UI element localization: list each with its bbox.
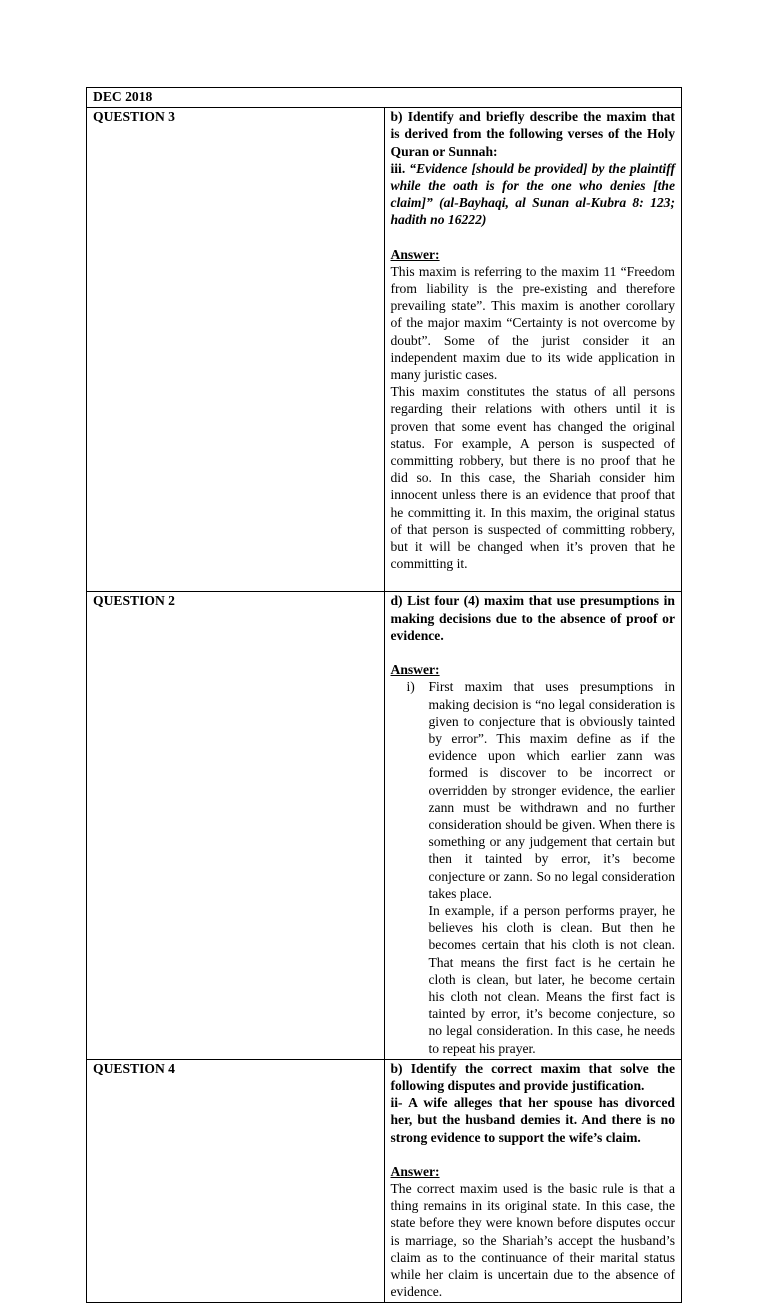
sub-question-prefix: iii. [390,160,406,176]
question-number: QUESTION 3 [87,108,385,592]
table-row [87,108,682,592]
list-item [406,678,676,1056]
list-marker: i) [406,679,415,695]
answer-label: Answer: [390,662,440,678]
answer-paragraph: The correct maxim used is the basic rule is that a thing remains in its original state. In this case, the state before they were known before disputes occur is marriage, so the Shariah’s accept the husband’s claim as to the continuance of their marital status while her claim is uncertain due to the absence of evidence. [390,1180,675,1300]
answer-paragraph: First maxim that uses presumptions in making decision is “no legal consideration is given to conjecture that is obviously tainted by error”. This maxim define as if the evidence upon which earlier zann was formed is discover to be incorrect or overridden by stronger evidence, the earlier zann must be withdrawn and no further consideration should be given. When there is something or any judgement that certain but then it tainted by error, it’s become conjecture or zann. So no legal consideration takes place. [428,679,675,901]
exam-answer-sheet [86,87,682,1303]
answer-table [86,87,682,1303]
answer-label: Answer: [390,246,440,262]
table-row [87,1059,682,1303]
answer-paragraph: This maxim is referring to the maxim 11 “Freedom from liability is the pre-existing and therefore prevailing state”. This maxim is another corollary of the major maxim “Certainty is not overcome by doubt”. Some of the jurist consider it an independent maxim due to its wide application in many juristic cases. [390,263,675,383]
table-row [87,592,682,1059]
sub-question-quote: “Evidence [should be provided] by the plaintiff while the oath is for the one who denies [the claim]” (al-Bayhaqi, al Sunan al-Kubra 8: 123; hadith no 16222) [390,160,676,228]
question-number: QUESTION 4 [87,1059,385,1303]
question-text: d) List four (4) maxim that use presumptions in making decisions due to the absence of proof or evidence. [390,593,675,643]
sub-question: ii- A wife alleges that her spouse has divorced her, but the husband demies it. And there is no strong evidence to support the wife’s claim. [390,1095,675,1145]
question-answer-cell [384,108,682,592]
sub-question [391,160,676,229]
question-number: QUESTION 2 [87,592,385,1059]
answer-paragraph: This maxim constitutes the status of all persons regarding their relations with others until it is proven that some event has changed the original status. For example, A person is suspected of committing robbery, but there is no proof that he did so. In this case, the Shariah consider him innocent unless there is an evidence that proof that he committing it. In this maxim, the original status of that person is suspected of committing robbery, but it will be changed when it’s proven that he committing it. [390,384,675,572]
answer-label: Answer: [390,1163,440,1179]
question-answer-cell [384,1059,682,1303]
question-text: b) Identify and briefly describe the maxim that is derived from the following verses of the Holy Quran or Sunnah: [390,109,675,159]
question-answer-cell [384,592,682,1059]
header-row [87,88,682,108]
answer-paragraph: In example, if a person performs prayer, he believes his cloth is clean. But then he becomes certain that his cloth is not clean. That means the first fact is he certain he cloth is clean, but later, he become certain his cloth not clean. Means the first fact is tainted by error, it’s become conjecture, so no legal consideration. In this case, he needs to repeat his prayer. [428,902,675,1056]
exam-session-title: DEC 2018 [87,88,682,108]
spacer [391,572,676,589]
answer-list [391,678,676,1056]
question-text: b) Identify the correct maxim that solve the following disputes and provide justification. [390,1060,675,1093]
